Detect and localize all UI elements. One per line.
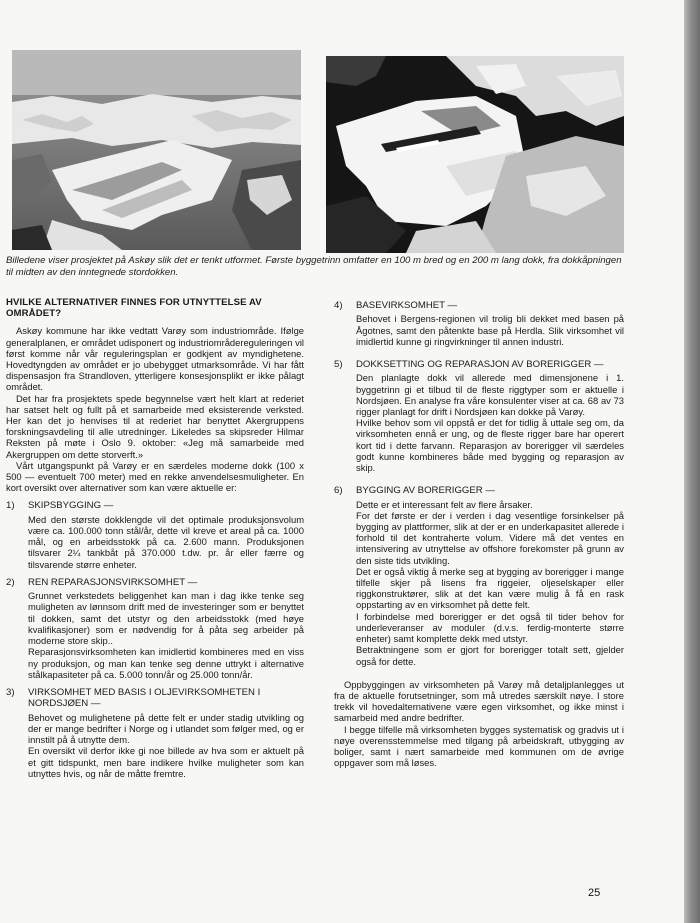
right-column [334,300,624,768]
intro-paragraph: Askøy kommune har ikke vedtatt Varøy som industriområde. Ifølge generalplanen, er området udisponert og industriområdereguleringen vil først komme når vår reguleringsplan er godkjent av myndighetene. Hovedtyngden av området er jo ubebygget utmarksområde. Vi har fått dispensasjon fra Strandloven, ytterligere konsesjonsplikt er ikke pålagt området. [6,325,304,393]
item-text: Grunnet verkstedets beliggenhet kan man i dag ikke tenke seg muligheten av lønnsom drift med de investeringer som er benyttet til dokken, samt det utstyr og den arbeidsstokk (med høye kvalifikasjoner) som er nødvendig for å påta seg arbeider på moderne store skip.. [28,590,304,647]
item-text: Med den største dokklengde vil det optimale produksjonsvolum være ca. 100.000 tonn stål/år, dette vil kreve et areal på ca. 1000 mål, og en arbeidsstokk på ca. 2.600 mann. Produksjonen tilsvarer 2¼ tankbåt på 370.000 t.dw. pr. år eller færre og tilsvarende større enheter. [28,513,304,570]
page-number: 25 [588,887,601,899]
alternative-item [6,687,304,779]
photo-caption: Billedene viser prosjektet på Askøy slik det er tenkt utformet. Første byggetrinn omfatter en 100 m bred og en 200 m lang dokk, fra dokkåpningen til midten av den inntegnede stordokken. [6,255,622,278]
item-title: VIRKSOMHET MED BASIS I OLJEVIRKSOMHETEN I NORDSJØEN — [28,686,261,710]
item-text: Betraktningene som er gjort for borerigger totalt sett, gjelder også for dette. [356,644,624,667]
item-number: 6) [334,485,343,497]
item-text: Hvilke behov som vil oppstå er det for tidlig å uttale seg om, da virksomheten ennå er ung, og de fleste rigger bare har operert kort tid i dette farvann. Reparasjon av borerigger vil særdeles godt kunne kombineres både med bygging og reparasjon av skip. [356,417,624,474]
item-text: Det er også viktig å merke seg at bygging av borerigger i mange tilfelle skjer på lisens fra riggeier, oljeselskaper eller riggkonstruktører, slik at det kan være mulig å få en rask oppstarting av en virksomhet på dette felt. [356,565,624,611]
item-text: For det første er der i verden i dag vesentlige forsinkelser på bygging av plattformer, slik at der er en underkapasitet allerede i forhold til det kontraherte volum. Videre må det ventes en intensivering av utnyttelse av offshore forekomster på grunn av den siste tids utvikling. [356,509,624,566]
alternative-item [334,359,624,473]
item-text: Dette er et interessant felt av flere årsaker. [356,498,533,510]
alternative-item [6,577,304,680]
item-text: Behovet i Bergens-regionen vil trolig bli dekket med basen på Ågotnes, samt den påtenkte base på Herdla. Slik virksomhet vil imidlertid kunne gi ringvirkninger til annen industri. [356,313,624,347]
body-paragraph: Vårt utgangspunkt på Varøy er en særdeles moderne dokk (100 x 500 — eventuelt 700 meter) med en rekke anvendelsesmuligheter. En kort oversikt over alternativer som kan være aktuelle er: [6,459,304,494]
item-number: 5) [334,359,343,371]
model-photo-right [326,56,624,253]
closing-paragraph: Oppbyggingen av virksomheten på Varøy må detaljplanlegges ut fra de aktuelle forutsetninger, som må utredes særskilt nøye. I store trekk vil hovedalternativene være egen virksomhet, og ikke minst i samarbeid med andre bedrifter. [334,678,624,724]
item-number: 4) [334,300,343,311]
item-title: BASEVIRKSOMHET — [356,300,458,311]
alternative-item [334,485,624,666]
item-text: En oversikt vil derfor ikke gi noe billede av hva som er aktuelt på et gitt tidspunkt, men bare indikere hvilke muligheter som kan utnyttes hvis, og når de måtte fremtre. [28,745,304,779]
closing-text [334,679,624,769]
closing-paragraph: I begge tilfelle må virksomheten bygges systematisk og gradvis ut i nøye overensstemmelse med tilgang på arbeidskraft, utbygging av boliger, samt i nært samarbeide med kommunen om de øvrige oppgaver som må løses. [334,723,624,769]
item-title: BYGGING AV BORERIGGER — [356,485,495,497]
model-photo-right-graphic [326,56,624,253]
alternative-item [334,300,624,347]
page-edge [684,0,700,923]
item-text: Den planlagte dokk vil allerede med dimensjonene i 1. byggetrinn gi et tilbud til de fleste riggtyper som er aktuelle i Nordsjøen. En analyse fra våre konsulenter viser at ca. 68 av 73 rigger planlagt for drift i Nordsjøen kan dokke på Varøy. [356,372,624,418]
item-text: Behovet og mulighetene på dette felt er under stadig utvikling og der er mange bedrifter i Norge og i utlandet som følger med, og er innstilt på å utnytte dem. [28,711,304,746]
item-number: 3) [6,686,15,698]
model-photo-left [12,50,301,250]
left-column [6,297,304,779]
item-text: I forbindelse med borerigger er det også til tider behov for underleveranser av moduler (d.v.s. ferdig-monterte større enheter) samt komplette dekk med utstyr. [356,610,624,645]
section-heading: HVILKE ALTERNATIVER FINNES FOR UTNYTTELSE AV OMRÅDET? [6,297,262,320]
body-paragraph: Det har fra prosjektets spede begynnelse vært helt klart at rederiet har satset helt og fullt på et samarbeide med eksisterende verksted. Her kan det jo henvises til at rederiet har benyttet Akergruppens forskningsavdeling til alle utredninger. Likeledes sa skipsreder Hilmar Reksten på møte i Oslo 9. oktober: «Jeg må samarbeide med Akergruppen om dette storverft.» [6,392,304,460]
alternative-item [6,500,304,569]
model-photo-left-graphic [12,50,301,250]
item-title: REN REPARASJONSVIRKSOMHET — [28,576,198,588]
item-title: DOKKSETTING OG REPARASJON AV BORERIGGER — [356,359,604,371]
item-title: SKIPSBYGGING — [28,500,114,512]
item-text: Reparasjonsvirksomheten kan imidlertid kombineres med en viss ny produksjon, og man kan tenke seg denne uttrykt i alternative stålkapasiteter på ca. 5.000 tonn/år og 25.000 tonn/år. [28,646,304,680]
item-number: 2) [6,576,15,588]
item-number: 1) [6,500,15,512]
